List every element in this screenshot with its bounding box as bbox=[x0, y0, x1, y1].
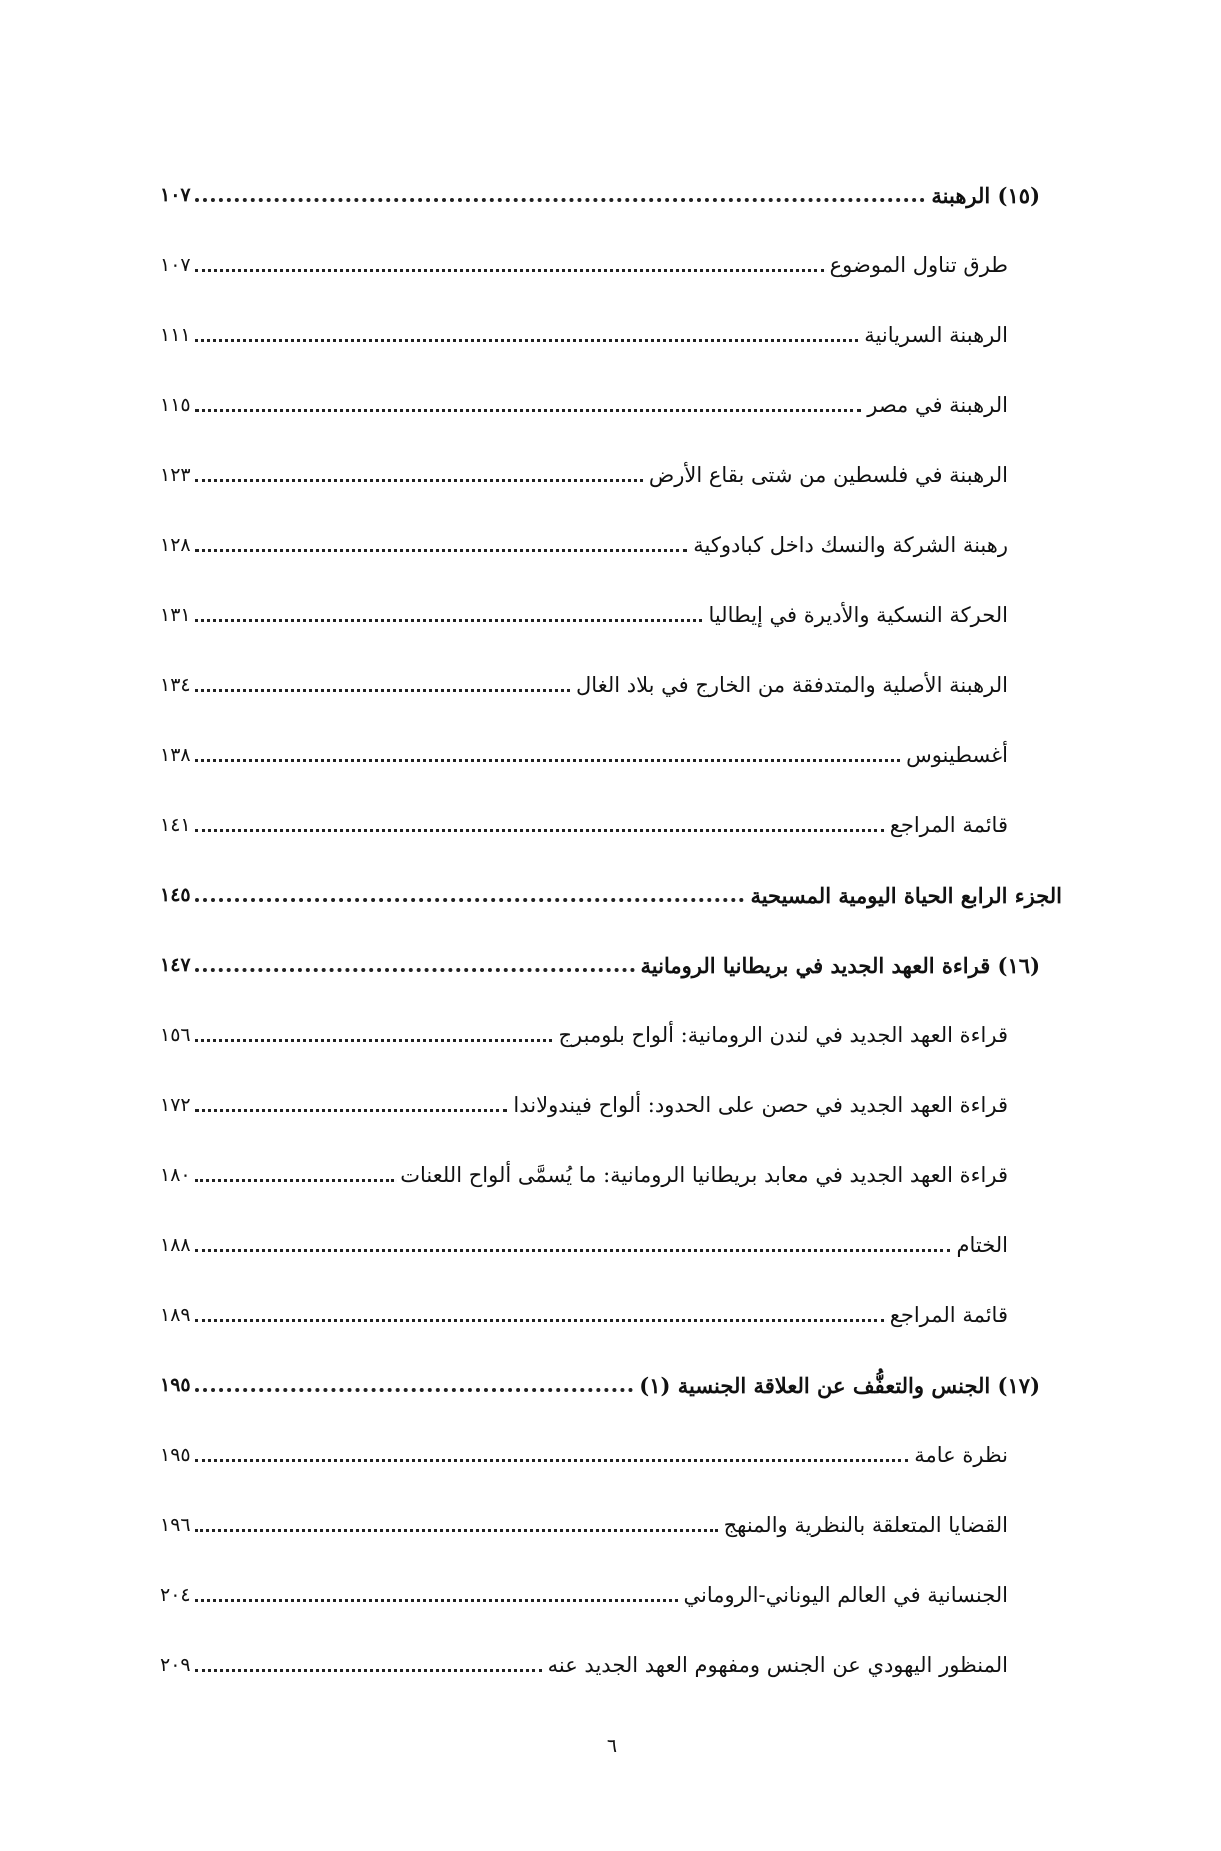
toc-page-number: ٢٠٤ bbox=[160, 1584, 191, 1606]
dot-leader bbox=[195, 689, 570, 692]
toc-page-number: ١٥٦ bbox=[160, 1024, 191, 1046]
toc-title: رهبنة الشركة والنسك داخل كبادوكية bbox=[693, 533, 1008, 557]
page-number: ٦ bbox=[606, 1735, 618, 1757]
dot-leader bbox=[195, 619, 703, 622]
toc-entry-sub[interactable] bbox=[160, 1155, 1008, 1195]
toc-title: الرهبنة الأصلية والمتدفقة من الخارج في بلاد الغال bbox=[576, 673, 1008, 697]
toc-page-number: ١٤١ bbox=[160, 814, 191, 836]
toc-page-number: ١٩٥ bbox=[160, 1374, 191, 1396]
toc-title: (١٧) الجنس والتعفُّف عن العلاقة الجنسية (١) bbox=[639, 1372, 1040, 1398]
toc-page-number: ١٠٧ bbox=[160, 254, 191, 276]
toc-entry-chapter[interactable] bbox=[160, 175, 1040, 215]
toc-page-number: ١١١ bbox=[160, 324, 191, 346]
toc-entry-part[interactable] bbox=[160, 875, 1062, 915]
toc-page-number: ١٢٨ bbox=[160, 534, 191, 556]
dot-leader bbox=[195, 549, 688, 552]
toc-page-number: ١٩٥ bbox=[160, 1444, 191, 1466]
toc-title: نظرة عامة bbox=[914, 1443, 1008, 1467]
toc-entry-sub[interactable] bbox=[160, 245, 1008, 285]
toc-title: قراءة العهد الجديد في لندن الرومانية: ألواح بلومبرج bbox=[558, 1023, 1008, 1047]
toc-title: المنظور اليهودي عن الجنس ومفهوم العهد الجديد عنه bbox=[547, 1653, 1008, 1677]
toc-entry-sub[interactable] bbox=[160, 1505, 1008, 1545]
dot-leader bbox=[195, 1039, 553, 1042]
toc-title: الرهبنة في فلسطين من شتى بقاع الأرض bbox=[648, 463, 1008, 487]
toc-page-number: ١٧٢ bbox=[160, 1094, 191, 1116]
toc-entry-sub[interactable] bbox=[160, 1295, 1008, 1335]
toc-entry-sub[interactable] bbox=[160, 595, 1008, 635]
toc-entry-sub[interactable] bbox=[160, 665, 1008, 705]
toc-page-number: ١٩٦ bbox=[160, 1514, 191, 1536]
dot-leader bbox=[195, 1529, 718, 1532]
toc-page-number: ١٣٨ bbox=[160, 744, 191, 766]
dot-leader bbox=[195, 829, 884, 832]
dot-leader bbox=[195, 1179, 395, 1182]
dot-leader bbox=[195, 1388, 634, 1392]
toc-entry-sub[interactable] bbox=[160, 1085, 1008, 1125]
toc-entry-sub[interactable] bbox=[160, 735, 1008, 775]
dot-leader bbox=[195, 1319, 884, 1322]
dot-leader bbox=[195, 198, 926, 202]
toc-page-number: ١٨٠ bbox=[160, 1164, 191, 1186]
toc-title: الحركة النسكية والأديرة في إيطاليا bbox=[708, 603, 1008, 627]
toc-page-number: ١٣٤ bbox=[160, 674, 191, 696]
dot-leader bbox=[195, 898, 745, 902]
toc-title: الجزء الرابع الحياة اليومية المسيحية bbox=[750, 882, 1062, 908]
toc-title: الرهبنة السريانية bbox=[864, 323, 1008, 347]
toc-page-number: ٢٠٩ bbox=[160, 1654, 191, 1676]
toc-page-number: ١٨٨ bbox=[160, 1234, 191, 1256]
dot-leader bbox=[195, 1599, 678, 1602]
toc-page-number: ١٣١ bbox=[160, 604, 191, 626]
toc-page-number: ١٠٧ bbox=[160, 184, 191, 206]
dot-leader bbox=[195, 968, 635, 972]
toc-entry-sub[interactable] bbox=[160, 455, 1008, 495]
toc-title: الجنسانية في العالم اليوناني-الروماني bbox=[683, 1583, 1008, 1607]
toc-title: قائمة المراجع bbox=[889, 1303, 1008, 1327]
dot-leader bbox=[195, 1669, 542, 1672]
toc-entry-chapter[interactable] bbox=[160, 945, 1040, 985]
toc-entry-sub[interactable] bbox=[160, 1435, 1008, 1475]
toc-title: قراءة العهد الجديد في حصن على الحدود: ألواح فيندولاندا bbox=[513, 1093, 1008, 1117]
dot-leader bbox=[195, 479, 643, 482]
toc-page-number: ١٤٥ bbox=[160, 884, 191, 906]
dot-leader bbox=[195, 339, 859, 342]
toc-entry-sub[interactable] bbox=[160, 1575, 1008, 1615]
toc-title: قراءة العهد الجديد في معابد بريطانيا الرومانية: ما يُسمَّى ألواح اللعنات bbox=[400, 1163, 1008, 1187]
toc-page-number: ١١٥ bbox=[160, 394, 191, 416]
toc-entry-sub[interactable] bbox=[160, 805, 1008, 845]
toc-title: قائمة المراجع bbox=[889, 813, 1008, 837]
toc-title: الختام bbox=[956, 1233, 1008, 1257]
toc-title: أغسطينوس bbox=[906, 743, 1008, 767]
toc-title: طرق تناول الموضوع bbox=[829, 253, 1008, 277]
dot-leader bbox=[195, 1249, 951, 1252]
toc-title: الرهبنة في مصر bbox=[867, 393, 1008, 417]
dot-leader bbox=[195, 1109, 508, 1112]
toc-page-number: ١٤٧ bbox=[160, 954, 191, 976]
dot-leader bbox=[195, 759, 900, 762]
toc-entry-sub[interactable] bbox=[160, 385, 1008, 425]
toc-entry-sub[interactable] bbox=[160, 1015, 1008, 1055]
toc-entry-sub[interactable] bbox=[160, 525, 1008, 565]
toc-entry-sub[interactable] bbox=[160, 1225, 1008, 1265]
toc-title: القضايا المتعلقة بالنظرية والمنهج bbox=[723, 1513, 1008, 1537]
toc-entry-chapter[interactable] bbox=[160, 1365, 1040, 1405]
toc-page-number: ١٨٩ bbox=[160, 1304, 191, 1326]
toc-page-number: ١٢٣ bbox=[160, 464, 191, 486]
toc-title: (١٥) الرهبنة bbox=[931, 182, 1040, 208]
dot-leader bbox=[195, 1459, 909, 1462]
toc-title: (١٦) قراءة العهد الجديد في بريطانيا الرومانية bbox=[640, 952, 1040, 978]
dot-leader bbox=[195, 409, 862, 412]
toc-entry-sub[interactable] bbox=[160, 1645, 1008, 1685]
dot-leader bbox=[195, 269, 824, 272]
toc-entry-sub[interactable] bbox=[160, 315, 1008, 355]
